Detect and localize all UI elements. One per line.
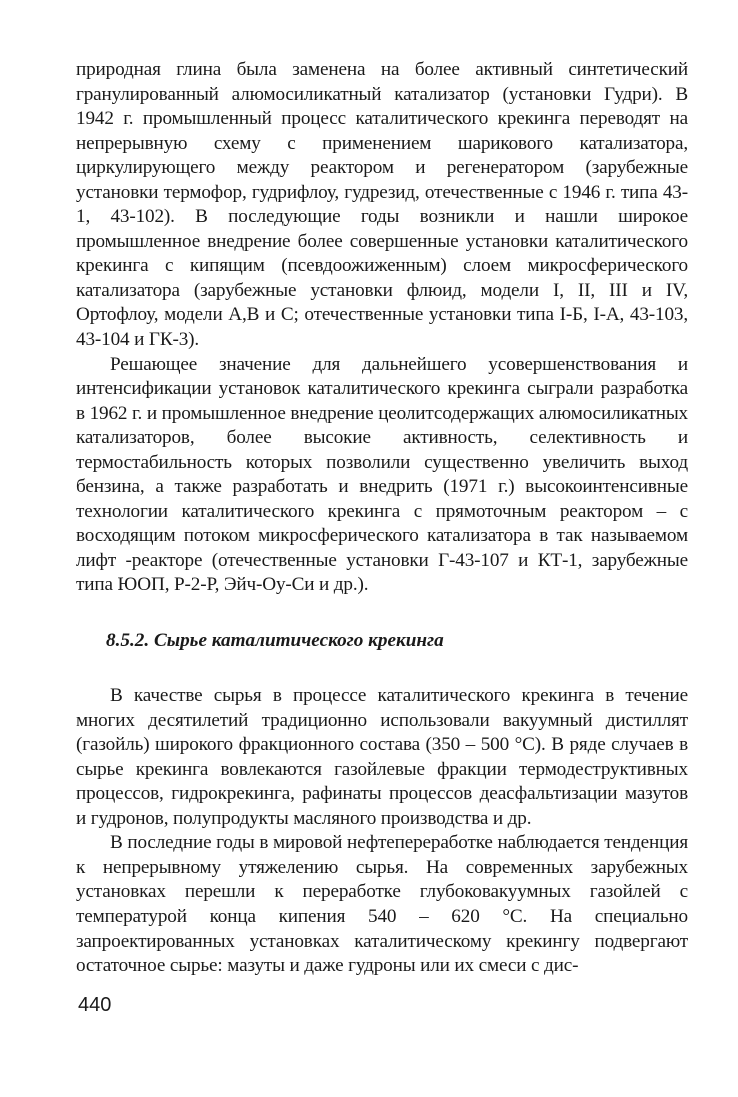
paragraph-4: В последние годы в мировой нефтепереработке наблюдается тенденция к непрерывному утяжелению сырья. На современных зарубежных установках перешли к переработке глубоковакуумных газойлей с температурой конца кипения 540 – 620 °С. На специально запроектированных установках каталитическому крекингу подвергают остаточное сырье: мазуты и даже гудроны или их смеси с дис- xyxy=(76,832,688,977)
document-page xyxy=(76,58,688,979)
page-number: 440 xyxy=(78,994,112,1016)
paragraph-2: Решающее значение для дальнейшего усовершенствования и интенсификации установок каталитического крекинга сыграли разработка в 1962 г. и промышленное внедрение цеолитсодержащих алюмосиликатных катализаторов, более высокие активность, селективность и термостабильность которых позволили существенно увеличить выход бензина, а также разработать и внедрить (1971 г.) высокоинтенсивные технологии каталитического крекинга с прямоточным реактором – с восходящим потоком микросферического катализатора в так называемом лифт -реакторе (отечественные установки Г-43-107 и КТ-1, зарубежные типа ЮОП, Р-2-Р, Эйч-Оу-Си и др.). xyxy=(76,353,688,596)
section-heading: 8.5.2. Сырье каталитического крекинга xyxy=(106,630,444,652)
paragraph-1: природная глина была заменена на более активный синтетический гранулированный алюмосиликатный катализатор (установки Гудри). В 1942 г. промышленный процесс каталитического крекинга переводят на непрерывную схему с применением шарикового катализатора, циркулирующего между реактором и регенератором (зарубежные установки термофор, гудрифлоу, гудрезид, отечественные с 1946 г. типа 43-1, 43-102). В последующие годы возникли и нашли широкое промышленное внедрение более совершенные установки каталитического крекинга с кипящим (псевдоожиженным) слоем микросферического катализатора (зарубежные установки флюид, модели I, II, III и IV, Ортофлоу, модели А,В и С; отечественные установки типа I-Б, I-А, 43-103, 43-104 и ГК-3). xyxy=(76,59,688,351)
paragraph-3: В качестве сырья в процессе каталитического крекинга в течение многих десятилетий традиционно использовали вакуумный дистиллят (газойль) широкого фракционного состава (350 – 500 °С). В ряде случаев в сырье крекинга вовлекаются газойлевые фракции термодеструктивных процессов, гидрокрекинга, рафинаты процессов деасфальтизации мазутов и гудронов, полупродукты масляного производства и др. xyxy=(76,685,688,829)
